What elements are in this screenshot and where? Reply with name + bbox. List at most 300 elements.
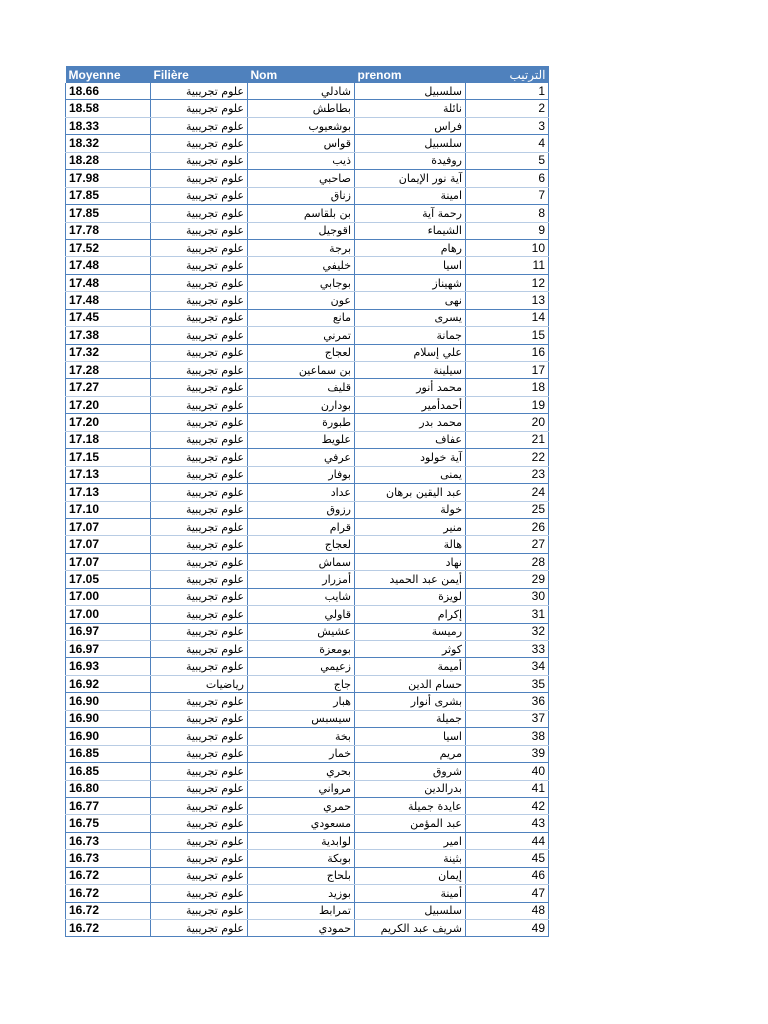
cell-moyenne[interactable]: 18.33: [66, 117, 151, 134]
table-row: [66, 571, 549, 588]
cell-prenom[interactable]: سلسبيل: [355, 83, 466, 100]
cell-rank[interactable]: 39: [466, 745, 549, 762]
cell-nom[interactable]: بن بلقاسم: [248, 205, 355, 222]
cell-rank[interactable]: 45: [466, 850, 549, 867]
table-row: [66, 728, 549, 745]
cell-moyenne[interactable]: 17.20: [66, 396, 151, 413]
cell-nom[interactable]: عرفي: [248, 449, 355, 466]
cell-moyenne[interactable]: 17.13: [66, 466, 151, 483]
cell-prenom[interactable]: نهاد: [355, 553, 466, 570]
cell-prenom[interactable]: روفيدة: [355, 152, 466, 169]
cell-filiere[interactable]: علوم تجريبية: [151, 431, 248, 448]
table-row: [66, 344, 549, 361]
cell-nom[interactable]: أمزرار: [248, 571, 355, 588]
cell-moyenne[interactable]: 17.00: [66, 588, 151, 605]
cell-rank[interactable]: 24: [466, 484, 549, 501]
cell-rank[interactable]: 28: [466, 553, 549, 570]
cell-nom[interactable]: صاحبي: [248, 170, 355, 187]
cell-prenom[interactable]: جميلة: [355, 710, 466, 727]
cell-nom[interactable]: هبار: [248, 693, 355, 710]
table-row: [66, 536, 549, 553]
cell-nom[interactable]: زعيمي: [248, 658, 355, 675]
cell-prenom[interactable]: عفاف: [355, 431, 466, 448]
cell-prenom[interactable]: سلسبيل: [355, 902, 466, 919]
cell-rank[interactable]: 17: [466, 362, 549, 379]
cell-rank[interactable]: 35: [466, 675, 549, 692]
table-row: [66, 222, 549, 239]
cell-prenom[interactable]: سيلينة: [355, 362, 466, 379]
cell-filiere[interactable]: علوم تجريبية: [151, 501, 248, 518]
cell-prenom[interactable]: نهى: [355, 292, 466, 309]
cell-moyenne[interactable]: 16.73: [66, 850, 151, 867]
cell-nom[interactable]: لعجاج: [248, 536, 355, 553]
cell-moyenne[interactable]: 17.05: [66, 571, 151, 588]
cell-prenom[interactable]: محمد أنور: [355, 379, 466, 396]
cell-nom[interactable]: بحري: [248, 763, 355, 780]
cell-nom[interactable]: حمودي: [248, 920, 355, 937]
cell-prenom[interactable]: إيمان: [355, 867, 466, 884]
header-prenom[interactable]: prenom: [355, 66, 466, 83]
cell-prenom[interactable]: حسام الدين: [355, 675, 466, 692]
cell-rank[interactable]: 23: [466, 466, 549, 483]
table-row: [66, 431, 549, 448]
cell-prenom[interactable]: عبد اليقين برهان: [355, 484, 466, 501]
cell-rank[interactable]: 38: [466, 728, 549, 745]
table-body: [66, 83, 549, 937]
cell-rank[interactable]: 18: [466, 379, 549, 396]
cell-moyenne[interactable]: 18.58: [66, 100, 151, 117]
cell-moyenne[interactable]: 17.07: [66, 536, 151, 553]
cell-filiere[interactable]: علوم تجريبية: [151, 414, 248, 431]
cell-nom[interactable]: عشيش: [248, 623, 355, 640]
cell-filiere[interactable]: علوم تجريبية: [151, 344, 248, 361]
cell-rank[interactable]: 9: [466, 222, 549, 239]
cell-nom[interactable]: سماش: [248, 553, 355, 570]
table-row: [66, 675, 549, 692]
cell-moyenne[interactable]: 16.72: [66, 867, 151, 884]
cell-prenom[interactable]: فراس: [355, 117, 466, 134]
cell-moyenne[interactable]: 16.90: [66, 693, 151, 710]
cell-filiere[interactable]: علوم تجريبية: [151, 780, 248, 797]
cell-nom[interactable]: تمرني: [248, 327, 355, 344]
cell-prenom[interactable]: رحمة آية: [355, 205, 466, 222]
cell-moyenne[interactable]: 17.48: [66, 292, 151, 309]
cell-filiere[interactable]: علوم تجريبية: [151, 902, 248, 919]
cell-prenom[interactable]: شهيناز: [355, 274, 466, 291]
cell-moyenne[interactable]: 17.52: [66, 239, 151, 256]
cell-nom[interactable]: علويط: [248, 431, 355, 448]
table-row: [66, 327, 549, 344]
cell-moyenne[interactable]: 16.85: [66, 763, 151, 780]
cell-nom[interactable]: بوزيد: [248, 885, 355, 902]
table-row: [66, 553, 549, 570]
cell-nom[interactable]: شايب: [248, 588, 355, 605]
cell-moyenne[interactable]: 17.32: [66, 344, 151, 361]
cell-filiere[interactable]: علوم تجريبية: [151, 83, 248, 100]
cell-rank[interactable]: 2: [466, 100, 549, 117]
cell-filiere[interactable]: علوم تجريبية: [151, 623, 248, 640]
cell-nom[interactable]: رزوق: [248, 501, 355, 518]
cell-filiere[interactable]: علوم تجريبية: [151, 187, 248, 204]
cell-moyenne[interactable]: 16.73: [66, 832, 151, 849]
cell-rank[interactable]: 33: [466, 641, 549, 658]
cell-nom[interactable]: طبورة: [248, 414, 355, 431]
cell-filiere[interactable]: علوم تجريبية: [151, 850, 248, 867]
table-row: [66, 623, 549, 640]
cell-moyenne[interactable]: 17.48: [66, 274, 151, 291]
cell-moyenne[interactable]: 17.98: [66, 170, 151, 187]
cell-rank[interactable]: 4: [466, 135, 549, 152]
cell-rank[interactable]: 3: [466, 117, 549, 134]
cell-rank[interactable]: 11: [466, 257, 549, 274]
cell-filiere[interactable]: علوم تجريبية: [151, 885, 248, 902]
cell-filiere[interactable]: علوم تجريبية: [151, 606, 248, 623]
cell-prenom[interactable]: أميمة: [355, 658, 466, 675]
cell-prenom[interactable]: آية خولود: [355, 449, 466, 466]
table-row: [66, 832, 549, 849]
cell-filiere[interactable]: علوم تجريبية: [151, 396, 248, 413]
table-row: [66, 641, 549, 658]
table-row: [66, 658, 549, 675]
table-row: [66, 362, 549, 379]
cell-rank[interactable]: 21: [466, 431, 549, 448]
cell-rank[interactable]: 1: [466, 83, 549, 100]
cell-rank[interactable]: 13: [466, 292, 549, 309]
table-row: [66, 588, 549, 605]
table-row: [66, 135, 549, 152]
cell-moyenne[interactable]: 17.27: [66, 379, 151, 396]
table-row: [66, 885, 549, 902]
table-row: [66, 152, 549, 169]
cell-nom[interactable]: خليفي: [248, 257, 355, 274]
cell-prenom[interactable]: أيمن عبد الحميد: [355, 571, 466, 588]
cell-prenom[interactable]: بشرى أنوار: [355, 693, 466, 710]
cell-rank[interactable]: 42: [466, 797, 549, 814]
table-row: [66, 205, 549, 222]
cell-nom[interactable]: شادلي: [248, 83, 355, 100]
cell-moyenne[interactable]: 17.85: [66, 205, 151, 222]
table-row: [66, 449, 549, 466]
cell-rank[interactable]: 34: [466, 658, 549, 675]
cell-moyenne[interactable]: 17.28: [66, 362, 151, 379]
cell-prenom[interactable]: نائلة: [355, 100, 466, 117]
cell-moyenne[interactable]: 17.38: [66, 327, 151, 344]
cell-moyenne[interactable]: 17.13: [66, 484, 151, 501]
table-row: [66, 274, 549, 291]
cell-prenom[interactable]: آية نور الإيمان: [355, 170, 466, 187]
cell-nom[interactable]: خمار: [248, 745, 355, 762]
cell-prenom[interactable]: مريم: [355, 745, 466, 762]
table-row: [66, 466, 549, 483]
cell-prenom[interactable]: يسرى: [355, 309, 466, 326]
cell-rank[interactable]: 22: [466, 449, 549, 466]
cell-moyenne[interactable]: 18.66: [66, 83, 151, 100]
cell-rank[interactable]: 44: [466, 832, 549, 849]
cell-filiere[interactable]: علوم تجريبية: [151, 362, 248, 379]
cell-nom[interactable]: قواس: [248, 135, 355, 152]
cell-prenom[interactable]: علي إسلام: [355, 344, 466, 361]
cell-filiere[interactable]: علوم تجريبية: [151, 117, 248, 134]
table-row: [66, 379, 549, 396]
cell-filiere[interactable]: علوم تجريبية: [151, 170, 248, 187]
table-row: [66, 309, 549, 326]
cell-moyenne[interactable]: 16.72: [66, 920, 151, 937]
table-row: [66, 710, 549, 727]
cell-nom[interactable]: ذيب: [248, 152, 355, 169]
table-row: [66, 606, 549, 623]
cell-nom[interactable]: بوبكة: [248, 850, 355, 867]
cell-moyenne[interactable]: 17.45: [66, 309, 151, 326]
cell-filiere[interactable]: علوم تجريبية: [151, 518, 248, 535]
cell-rank[interactable]: 46: [466, 867, 549, 884]
cell-nom[interactable]: عون: [248, 292, 355, 309]
cell-filiere[interactable]: رياضيات: [151, 675, 248, 692]
table-row: [66, 257, 549, 274]
cell-rank[interactable]: 31: [466, 606, 549, 623]
cell-nom[interactable]: بلحاج: [248, 867, 355, 884]
cell-rank[interactable]: 49: [466, 920, 549, 937]
table-row: [66, 797, 549, 814]
cell-moyenne[interactable]: 16.80: [66, 780, 151, 797]
cell-rank[interactable]: 6: [466, 170, 549, 187]
cell-prenom[interactable]: اسيا: [355, 257, 466, 274]
cell-filiere[interactable]: علوم تجريبية: [151, 205, 248, 222]
cell-moyenne[interactable]: 17.85: [66, 187, 151, 204]
cell-nom[interactable]: حمري: [248, 797, 355, 814]
cell-nom[interactable]: بودارن: [248, 396, 355, 413]
cell-nom[interactable]: بطاطش: [248, 100, 355, 117]
table-row: [66, 693, 549, 710]
cell-rank[interactable]: 47: [466, 885, 549, 902]
table-row: [66, 745, 549, 762]
cell-filiere[interactable]: علوم تجريبية: [151, 327, 248, 344]
cell-nom[interactable]: لعجاج: [248, 344, 355, 361]
cell-moyenne[interactable]: 18.32: [66, 135, 151, 152]
cell-rank[interactable]: 14: [466, 309, 549, 326]
table-row: [66, 780, 549, 797]
cell-nom[interactable]: برجة: [248, 239, 355, 256]
cell-prenom[interactable]: الشيماء: [355, 222, 466, 239]
cell-filiere[interactable]: علوم تجريبية: [151, 641, 248, 658]
cell-nom[interactable]: لوابدية: [248, 832, 355, 849]
table-row: [66, 763, 549, 780]
cell-nom[interactable]: جاج: [248, 675, 355, 692]
cell-filiere[interactable]: علوم تجريبية: [151, 693, 248, 710]
cell-filiere[interactable]: علوم تجريبية: [151, 222, 248, 239]
cell-filiere[interactable]: علوم تجريبية: [151, 867, 248, 884]
cell-nom[interactable]: بوجابي: [248, 274, 355, 291]
cell-prenom[interactable]: يمنى: [355, 466, 466, 483]
cell-nom[interactable]: قرام: [248, 518, 355, 535]
cell-moyenne[interactable]: 17.18: [66, 431, 151, 448]
header-filiere[interactable]: Filière: [151, 66, 248, 83]
cell-filiere[interactable]: علوم تجريبية: [151, 292, 248, 309]
cell-rank[interactable]: 41: [466, 780, 549, 797]
cell-prenom[interactable]: عبد المؤمن: [355, 815, 466, 832]
cell-rank[interactable]: 48: [466, 902, 549, 919]
cell-rank[interactable]: 7: [466, 187, 549, 204]
cell-moyenne[interactable]: 17.10: [66, 501, 151, 518]
cell-moyenne[interactable]: 16.72: [66, 902, 151, 919]
cell-rank[interactable]: 37: [466, 710, 549, 727]
table-row: [66, 518, 549, 535]
cell-rank[interactable]: 29: [466, 571, 549, 588]
cell-moyenne[interactable]: 16.97: [66, 641, 151, 658]
ranking-table: [65, 66, 549, 937]
cell-prenom[interactable]: امير: [355, 832, 466, 849]
table-row: [66, 902, 549, 919]
cell-filiere[interactable]: علوم تجريبية: [151, 274, 248, 291]
cell-filiere[interactable]: علوم تجريبية: [151, 763, 248, 780]
cell-nom[interactable]: بوشعيوب: [248, 117, 355, 134]
cell-filiere[interactable]: علوم تجريبية: [151, 571, 248, 588]
cell-filiere[interactable]: علوم تجريبية: [151, 257, 248, 274]
cell-moyenne[interactable]: 16.85: [66, 745, 151, 762]
cell-prenom[interactable]: رميسة: [355, 623, 466, 640]
cell-prenom[interactable]: بثينة: [355, 850, 466, 867]
table-row: [66, 396, 549, 413]
cell-moyenne[interactable]: 16.97: [66, 623, 151, 640]
cell-rank[interactable]: 5: [466, 152, 549, 169]
cell-nom[interactable]: تمرابط: [248, 902, 355, 919]
table-row: [66, 501, 549, 518]
cell-prenom[interactable]: أحمدأمير: [355, 396, 466, 413]
cell-nom[interactable]: بومعزة: [248, 641, 355, 658]
table-row: [66, 239, 549, 256]
cell-filiere[interactable]: علوم تجريبية: [151, 728, 248, 745]
cell-rank[interactable]: 30: [466, 588, 549, 605]
cell-moyenne[interactable]: 16.77: [66, 797, 151, 814]
cell-filiere[interactable]: علوم تجريبية: [151, 553, 248, 570]
header-row: [66, 66, 549, 83]
cell-filiere[interactable]: علوم تجريبية: [151, 152, 248, 169]
cell-moyenne[interactable]: 17.07: [66, 553, 151, 570]
cell-prenom[interactable]: اسيا: [355, 728, 466, 745]
table-row: [66, 170, 549, 187]
cell-filiere[interactable]: علوم تجريبية: [151, 239, 248, 256]
header-nom[interactable]: Nom: [248, 66, 355, 83]
cell-nom[interactable]: قليف: [248, 379, 355, 396]
cell-rank[interactable]: 8: [466, 205, 549, 222]
cell-prenom[interactable]: أمينة: [355, 885, 466, 902]
cell-prenom[interactable]: منير: [355, 518, 466, 535]
cell-prenom[interactable]: شريف عبد الكريم: [355, 920, 466, 937]
cell-nom[interactable]: بن سماعين: [248, 362, 355, 379]
cell-prenom[interactable]: جمانة: [355, 327, 466, 344]
table-row: [66, 117, 549, 134]
cell-rank[interactable]: 12: [466, 274, 549, 291]
cell-filiere[interactable]: علوم تجريبية: [151, 745, 248, 762]
cell-filiere[interactable]: علوم تجريبية: [151, 484, 248, 501]
table-row: [66, 815, 549, 832]
cell-rank[interactable]: 20: [466, 414, 549, 431]
cell-nom[interactable]: عداد: [248, 484, 355, 501]
cell-filiere[interactable]: علوم تجريبية: [151, 815, 248, 832]
cell-filiere[interactable]: علوم تجريبية: [151, 379, 248, 396]
cell-moyenne[interactable]: 17.15: [66, 449, 151, 466]
cell-nom[interactable]: قاولي: [248, 606, 355, 623]
cell-moyenne[interactable]: 16.90: [66, 710, 151, 727]
cell-moyenne[interactable]: 18.28: [66, 152, 151, 169]
cell-prenom[interactable]: إكرام: [355, 606, 466, 623]
cell-prenom[interactable]: عايدة جميلة: [355, 797, 466, 814]
cell-prenom[interactable]: سلسبيل: [355, 135, 466, 152]
cell-moyenne[interactable]: 17.48: [66, 257, 151, 274]
cell-nom[interactable]: اقوجيل: [248, 222, 355, 239]
cell-nom[interactable]: مانع: [248, 309, 355, 326]
cell-moyenne[interactable]: 16.93: [66, 658, 151, 675]
cell-prenom[interactable]: بدرالدين: [355, 780, 466, 797]
header-rank[interactable]: الترتيب: [466, 66, 549, 83]
cell-prenom[interactable]: شروق: [355, 763, 466, 780]
cell-filiere[interactable]: علوم تجريبية: [151, 449, 248, 466]
cell-prenom[interactable]: رهام: [355, 239, 466, 256]
table-row: [66, 292, 549, 309]
cell-nom[interactable]: مرواني: [248, 780, 355, 797]
cell-nom[interactable]: بخة: [248, 728, 355, 745]
cell-rank[interactable]: 32: [466, 623, 549, 640]
cell-prenom[interactable]: هالة: [355, 536, 466, 553]
cell-filiere[interactable]: علوم تجريبية: [151, 832, 248, 849]
cell-filiere[interactable]: علوم تجريبية: [151, 920, 248, 937]
cell-filiere[interactable]: علوم تجريبية: [151, 466, 248, 483]
cell-filiere[interactable]: علوم تجريبية: [151, 658, 248, 675]
cell-prenom[interactable]: محمد بدر: [355, 414, 466, 431]
cell-moyenne[interactable]: 17.78: [66, 222, 151, 239]
cell-moyenne[interactable]: 16.72: [66, 885, 151, 902]
cell-filiere[interactable]: علوم تجريبية: [151, 100, 248, 117]
table-row: [66, 920, 549, 937]
cell-moyenne[interactable]: 16.75: [66, 815, 151, 832]
cell-rank[interactable]: 10: [466, 239, 549, 256]
cell-filiere[interactable]: علوم تجريبية: [151, 536, 248, 553]
cell-rank[interactable]: 26: [466, 518, 549, 535]
cell-moyenne[interactable]: 17.00: [66, 606, 151, 623]
cell-rank[interactable]: 25: [466, 501, 549, 518]
table-row: [66, 100, 549, 117]
cell-filiere[interactable]: علوم تجريبية: [151, 797, 248, 814]
cell-rank[interactable]: 16: [466, 344, 549, 361]
header-moyenne[interactable]: Moyenne: [66, 66, 151, 83]
cell-rank[interactable]: 36: [466, 693, 549, 710]
cell-rank[interactable]: 15: [466, 327, 549, 344]
cell-moyenne[interactable]: 16.90: [66, 728, 151, 745]
cell-nom[interactable]: سيسبس: [248, 710, 355, 727]
cell-rank[interactable]: 19: [466, 396, 549, 413]
cell-rank[interactable]: 40: [466, 763, 549, 780]
cell-moyenne[interactable]: 17.20: [66, 414, 151, 431]
cell-nom[interactable]: مسعودي: [248, 815, 355, 832]
table-row: [66, 83, 549, 100]
cell-filiere[interactable]: علوم تجريبية: [151, 710, 248, 727]
table-row: [66, 850, 549, 867]
cell-prenom[interactable]: خولة: [355, 501, 466, 518]
cell-rank[interactable]: 43: [466, 815, 549, 832]
table-row: [66, 187, 549, 204]
cell-rank[interactable]: 27: [466, 536, 549, 553]
cell-moyenne[interactable]: 16.92: [66, 675, 151, 692]
cell-prenom[interactable]: امينة: [355, 187, 466, 204]
cell-nom[interactable]: بوفار: [248, 466, 355, 483]
cell-filiere[interactable]: علوم تجريبية: [151, 309, 248, 326]
cell-prenom[interactable]: كوثر: [355, 641, 466, 658]
table-row: [66, 484, 549, 501]
cell-nom[interactable]: زناق: [248, 187, 355, 204]
cell-moyenne[interactable]: 17.07: [66, 518, 151, 535]
cell-filiere[interactable]: علوم تجريبية: [151, 135, 248, 152]
cell-prenom[interactable]: لويزة: [355, 588, 466, 605]
cell-filiere[interactable]: علوم تجريبية: [151, 588, 248, 605]
